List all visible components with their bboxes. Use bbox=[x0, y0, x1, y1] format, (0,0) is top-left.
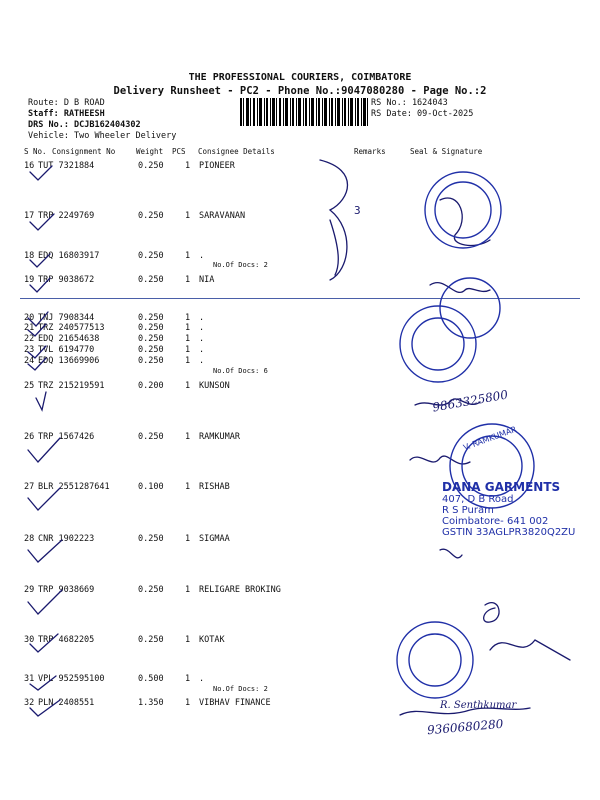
garments-address2: R S Puram bbox=[442, 505, 494, 516]
stamp-ramkumar: V. RAMKUMAR bbox=[462, 424, 518, 453]
check-mark bbox=[28, 590, 62, 614]
check-mark bbox=[30, 214, 54, 230]
garments-address3: Coimbatore- 641 002 bbox=[442, 516, 549, 527]
page-title: THE PROFESSIONAL COURIERS, COIMBATORE bbox=[188, 72, 412, 83]
row-weight: 0.250 bbox=[138, 356, 164, 366]
col-remarks: Remarks bbox=[354, 147, 386, 156]
staff-text: Staff: RATHEESH bbox=[28, 109, 105, 119]
row-weight: 0.100 bbox=[138, 482, 164, 492]
signature-mark bbox=[410, 456, 470, 464]
check-mark bbox=[28, 358, 46, 370]
row-sno: 21 bbox=[24, 323, 35, 333]
row-sno: 23 bbox=[24, 345, 35, 355]
row-pcs: 1 bbox=[185, 275, 191, 285]
row-consignee: . bbox=[199, 323, 205, 333]
garments-address1: 407, D B Road bbox=[442, 494, 514, 505]
row-consignment: VPL 952595100 bbox=[38, 674, 105, 684]
check-mark bbox=[28, 488, 60, 510]
row-pcs: 1 bbox=[185, 381, 191, 391]
row-weight: 0.250 bbox=[138, 585, 164, 595]
stamp-circle bbox=[425, 172, 501, 248]
row-weight: 0.250 bbox=[138, 345, 164, 355]
row-consignee: SIGMAA bbox=[199, 534, 230, 544]
row-sno: 26 bbox=[24, 432, 35, 442]
check-mark bbox=[30, 634, 58, 652]
row-consignment: TNJ 7908344 bbox=[38, 313, 95, 323]
row-consignment: CNR 1902223 bbox=[38, 534, 95, 544]
row-weight: 1.350 bbox=[138, 698, 164, 708]
row-consignee: RAMKUMAR bbox=[199, 432, 240, 442]
col-seal: Seal & Signature bbox=[410, 147, 483, 156]
handwritten-name: R. Senthkumar bbox=[440, 700, 517, 711]
row-weight: 0.250 bbox=[138, 334, 164, 344]
row-pcs: 1 bbox=[185, 356, 191, 366]
row-consignee: PIONEER bbox=[199, 161, 235, 171]
garments-gstin: GSTIN 33AGLPR3820Q2ZU bbox=[442, 527, 576, 538]
check-mark bbox=[28, 346, 46, 358]
row-consignee: VIBHAV FINANCE bbox=[199, 698, 271, 708]
row-sno: 30 bbox=[24, 635, 35, 645]
stamp-garments bbox=[442, 480, 575, 538]
stamp-circle bbox=[412, 318, 464, 370]
row-pcs: 1 bbox=[185, 482, 191, 492]
row-consignee: KOTAK bbox=[199, 635, 225, 645]
row-consignment: TVL 6194770 bbox=[38, 345, 95, 355]
signature-mark bbox=[440, 549, 462, 558]
row-consignee: SARAVANAN bbox=[199, 211, 246, 221]
row-pcs: 1 bbox=[185, 334, 191, 344]
row-pcs: 1 bbox=[185, 211, 191, 221]
row-consignment: EDQ 16803917 bbox=[38, 251, 100, 261]
row-pcs: 1 bbox=[185, 345, 191, 355]
row-weight: 0.250 bbox=[138, 323, 164, 333]
row-weight: 0.200 bbox=[138, 381, 164, 391]
stamp-circle bbox=[409, 634, 461, 686]
handwritten-phone-a: 9863325800 bbox=[431, 387, 509, 415]
docs-note: No.Of Docs: 6 bbox=[213, 367, 268, 375]
docs-note: No.Of Docs: 2 bbox=[213, 261, 268, 269]
row-sno: 17 bbox=[24, 211, 35, 221]
row-weight: 0.500 bbox=[138, 674, 164, 684]
check-mark bbox=[30, 278, 50, 292]
row-consignment: TRP 9038669 bbox=[38, 585, 95, 595]
row-weight: 0.250 bbox=[138, 275, 164, 285]
rs-date-text: RS Date: 09-Oct-2025 bbox=[371, 109, 474, 119]
rs-no-text: RS No.: 1624043 bbox=[371, 98, 448, 108]
col-consignment: Consignment No bbox=[52, 147, 116, 156]
row-consignment: EDQ 21654638 bbox=[38, 334, 100, 344]
row-weight: 0.250 bbox=[138, 211, 164, 221]
row-sno: 31 bbox=[24, 674, 35, 684]
row-weight: 0.250 bbox=[138, 432, 164, 442]
row-consignee: . bbox=[199, 674, 205, 684]
row-sno: 16 bbox=[24, 161, 35, 171]
row-weight: 0.250 bbox=[138, 635, 164, 645]
check-mark bbox=[30, 166, 52, 180]
garments-name: DANA GARMENTS bbox=[442, 480, 561, 494]
row-consignment: EDQ 13669906 bbox=[38, 356, 100, 366]
row-pcs: 1 bbox=[185, 161, 191, 171]
row-consignment: BLR 2551287641 bbox=[38, 482, 110, 492]
row-consignee: . bbox=[199, 334, 205, 344]
signature-mark bbox=[484, 603, 499, 623]
handwritten-remark: 3 bbox=[354, 204, 361, 217]
row-consignment: PLN 2408551 bbox=[38, 698, 95, 708]
remarks-stroke bbox=[330, 220, 338, 275]
signature-mark bbox=[430, 283, 490, 293]
row-consignment: TUT 7321884 bbox=[38, 161, 95, 171]
row-consignee: NIA bbox=[199, 275, 215, 285]
row-sno: 32 bbox=[24, 698, 35, 708]
check-mark bbox=[36, 392, 46, 410]
col-sno: S No. bbox=[24, 147, 47, 156]
row-weight: 0.250 bbox=[138, 534, 164, 544]
row-sno: 24 bbox=[24, 356, 35, 366]
row-consignment: TRZ 240577513 bbox=[38, 323, 105, 333]
row-consignee: RELIGARE BROKING bbox=[199, 585, 281, 595]
row-consignment: TRZ 215219591 bbox=[38, 381, 105, 391]
row-pcs: 1 bbox=[185, 313, 191, 323]
row-consignment: TRP 2249769 bbox=[38, 211, 95, 221]
row-consignment: TRP 1567426 bbox=[38, 432, 95, 442]
row-consignment: TRP 4682205 bbox=[38, 635, 95, 645]
row-consignee: . bbox=[199, 345, 205, 355]
route-text: Route: D B ROAD bbox=[28, 98, 105, 108]
vehicle-text: Vehicle: Two Wheeler Delivery bbox=[28, 131, 177, 141]
check-mark bbox=[28, 540, 62, 562]
remarks-brace bbox=[320, 160, 348, 280]
row-sno: 27 bbox=[24, 482, 35, 492]
row-sno: 18 bbox=[24, 251, 35, 261]
page-subtitle: Delivery Runsheet - PC2 - Phone No.:9047080280 - Page No.:2 bbox=[113, 85, 487, 97]
handwritten-phone-b: 9360680280 bbox=[426, 716, 504, 738]
signature-mark bbox=[490, 640, 570, 660]
row-consignment: TRP 9038672 bbox=[38, 275, 95, 285]
row-weight: 0.250 bbox=[138, 161, 164, 171]
row-pcs: 1 bbox=[185, 674, 191, 684]
row-sno: 28 bbox=[24, 534, 35, 544]
col-consignee: Consignee Details bbox=[198, 147, 275, 156]
row-consignee: RISHAB bbox=[199, 482, 230, 492]
row-sno: 22 bbox=[24, 334, 35, 344]
row-pcs: 1 bbox=[185, 635, 191, 645]
row-sno: 19 bbox=[24, 275, 35, 285]
col-weight: Weight bbox=[136, 147, 164, 156]
docs-note: No.Of Docs: 2 bbox=[213, 685, 268, 693]
row-pcs: 1 bbox=[185, 323, 191, 333]
stamp-circle bbox=[435, 182, 491, 238]
row-sno: 20 bbox=[24, 313, 35, 323]
row-pcs: 1 bbox=[185, 251, 191, 261]
drs-text: DRS No.: DCJB162404302 bbox=[28, 120, 141, 130]
row-pcs: 1 bbox=[185, 534, 191, 544]
row-consignee: . bbox=[199, 251, 205, 261]
check-mark bbox=[28, 438, 60, 462]
row-sno: 29 bbox=[24, 585, 35, 595]
check-mark bbox=[30, 254, 50, 267]
row-weight: 0.250 bbox=[138, 313, 164, 323]
row-consignee: . bbox=[199, 356, 205, 366]
row-pcs: 1 bbox=[185, 432, 191, 442]
col-pcs: PCS bbox=[172, 147, 186, 156]
row-pcs: 1 bbox=[185, 698, 191, 708]
row-weight: 0.250 bbox=[138, 251, 164, 261]
row-consignee: KUNSON bbox=[199, 381, 230, 391]
check-mark bbox=[30, 676, 56, 690]
row-sno: 25 bbox=[24, 381, 35, 391]
row-consignee: . bbox=[199, 313, 205, 323]
check-mark bbox=[28, 312, 48, 326]
check-mark bbox=[30, 700, 60, 716]
row-pcs: 1 bbox=[185, 585, 191, 595]
